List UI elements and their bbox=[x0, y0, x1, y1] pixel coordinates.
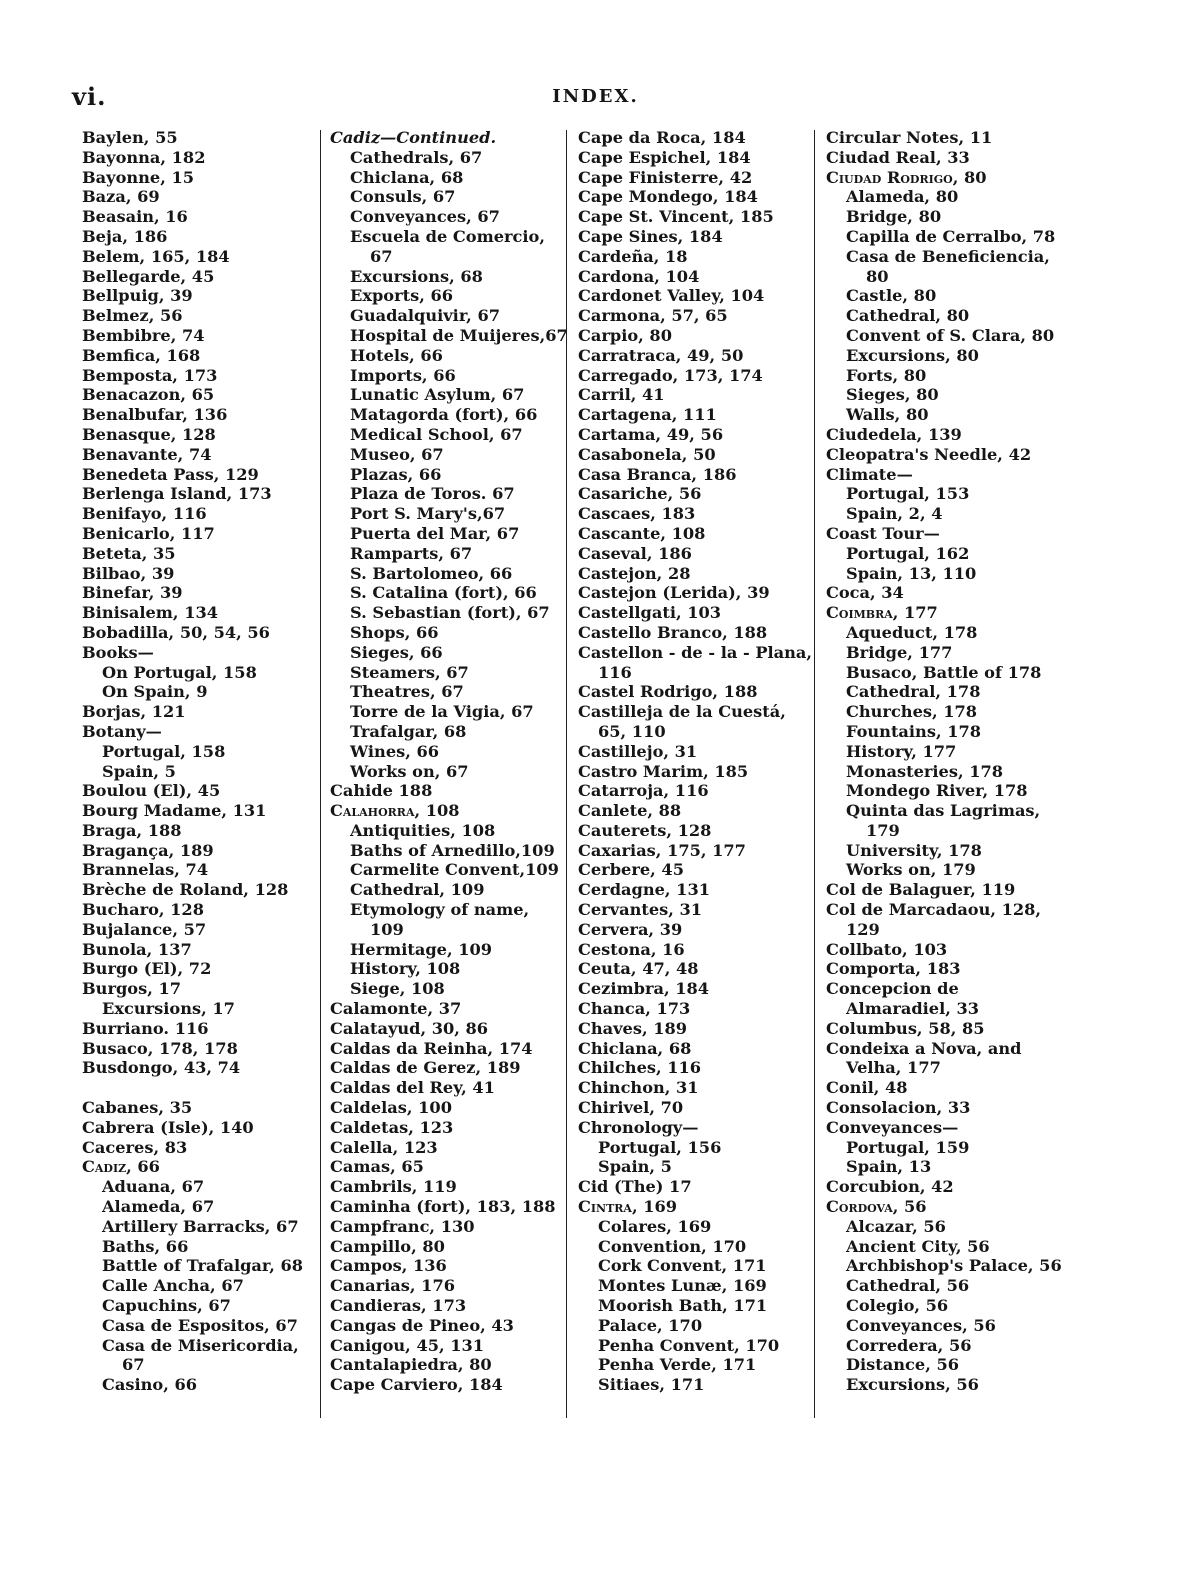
index-entry: Cascaes, 183 bbox=[578, 504, 696, 524]
index-entry: Consolacion, 33 bbox=[826, 1098, 971, 1118]
index-entry: Benedeta Pass, 129 bbox=[82, 464, 259, 484]
index-entry: Castel Rodrigo, 188 bbox=[578, 682, 758, 702]
index-entry: Chaves, 189 bbox=[578, 1018, 688, 1038]
index-entry: Cascante, 108 bbox=[578, 523, 706, 543]
column-rule-1 bbox=[320, 130, 321, 1418]
index-subentry: Baths of Arnedillo,109 bbox=[350, 840, 555, 860]
index-entry: Beasain, 16 bbox=[82, 207, 188, 227]
index-entry: Castejon (Lerida), 39 bbox=[578, 583, 770, 603]
index-entry: Cape da Roca, 184 bbox=[578, 128, 746, 147]
index-entry: Borjas, 121 bbox=[82, 702, 186, 722]
index-entry: Col de Marcadaou, 128, bbox=[826, 900, 1042, 920]
index-subentry: 109 bbox=[370, 919, 404, 939]
index-subentry: Portugal, 158 bbox=[102, 741, 226, 761]
index-subentry: Excursions, 80 bbox=[846, 345, 979, 365]
index-subentry: Puerta del Mar, 67 bbox=[350, 523, 520, 543]
index-entry: Burgos, 17 bbox=[82, 979, 182, 999]
index-entry: Canarias, 176 bbox=[330, 1276, 455, 1296]
index-subentry: Moorish Bath, 171 bbox=[598, 1296, 768, 1316]
index-subentry: Torre de la Vigia, 67 bbox=[350, 702, 534, 722]
index-subentry: Casino, 66 bbox=[102, 1375, 197, 1395]
index-subentry: Casa de Beneficiencia, bbox=[846, 246, 1050, 266]
index-subentry: History, 108 bbox=[350, 959, 461, 979]
index-entry: Benifayo, 116 bbox=[82, 504, 207, 524]
index-entry: Castejon, 28 bbox=[578, 563, 691, 583]
index-entry: Carmona, 57, 65 bbox=[578, 306, 728, 326]
index-entry: Coast Tour— bbox=[826, 523, 940, 543]
index-entry: Beteta, 35 bbox=[82, 543, 176, 563]
index-subentry: Chiclana, 68 bbox=[350, 167, 464, 187]
index-subentry: Spain, 5 bbox=[598, 1157, 672, 1177]
index-subentry: Excursions, 68 bbox=[350, 266, 483, 286]
index-entry: Chinchon, 31 bbox=[578, 1078, 699, 1098]
index-entry: Cape Mondego, 184 bbox=[578, 187, 758, 207]
index-entry: Bayonne, 15 bbox=[82, 167, 195, 187]
index-subentry: Spain, 5 bbox=[102, 761, 176, 781]
index-subentry: Spain, 2, 4 bbox=[846, 504, 943, 524]
index-entry: Carril, 41 bbox=[578, 385, 665, 405]
index-subentry: Wines, 66 bbox=[350, 741, 440, 761]
index-entry: Bembibre, 74 bbox=[82, 325, 205, 345]
index-entry: Campfranc, 130 bbox=[330, 1216, 475, 1236]
index-entry: Caxarias, 175, 177 bbox=[578, 840, 746, 860]
index-entry: Baylen, 55 bbox=[82, 128, 178, 147]
index-subentry: On Spain, 9 bbox=[102, 682, 208, 702]
index-subentry: Portugal, 153 bbox=[846, 484, 970, 504]
index-subentry: Works on, 179 bbox=[846, 860, 976, 880]
index-entry: Ciudedela, 139 bbox=[826, 424, 962, 444]
index-entry: Cantalapiedra, 80 bbox=[330, 1355, 492, 1375]
page-title: INDEX. bbox=[552, 86, 639, 107]
index-entry: Binefar, 39 bbox=[82, 583, 183, 603]
index-entry: Cape Espichel, 184 bbox=[578, 147, 751, 167]
index-subentry: Quinta das Lagrimas, bbox=[846, 801, 1041, 821]
index-subentry: Alcazar, 56 bbox=[846, 1216, 946, 1236]
index-entry: Chronology— bbox=[578, 1117, 699, 1137]
index-entry: Candieras, 173 bbox=[330, 1296, 467, 1316]
index-entry: Bellegarde, 45 bbox=[82, 266, 215, 286]
index-subentry: Cathedral, 178 bbox=[846, 682, 981, 702]
index-entry: Berlenga Island, 173 bbox=[82, 484, 272, 504]
index-entry: Busdongo, 43, 74 bbox=[82, 1058, 241, 1078]
column-rule-2 bbox=[566, 130, 567, 1418]
index-subentry: 65, 110 bbox=[598, 721, 666, 741]
index-subentry: Castle, 80 bbox=[846, 286, 937, 306]
index-subentry: Medical School, 67 bbox=[350, 424, 523, 444]
index-entry: Caldelas, 100 bbox=[330, 1098, 452, 1118]
index-subentry: Capuchins, 67 bbox=[102, 1296, 231, 1316]
index-subentry: Matagorda (fort), 66 bbox=[350, 405, 538, 425]
index-subentry: Port S. Mary's,67 bbox=[350, 504, 506, 524]
index-entry: Baza, 69 bbox=[82, 187, 160, 207]
index-subentry: Cathedral, 80 bbox=[846, 306, 970, 326]
index-entry: Corcubion, 42 bbox=[826, 1177, 954, 1197]
index-subentry: Aduana, 67 bbox=[102, 1177, 205, 1197]
index-subentry: Exports, 66 bbox=[350, 286, 454, 306]
index-subentry: Casa de Espositos, 67 bbox=[102, 1315, 298, 1335]
index-entry: Caminha (fort), 183, 188 bbox=[330, 1197, 556, 1217]
index-subentry: Portugal, 159 bbox=[846, 1137, 970, 1157]
index-entry: Canlete, 88 bbox=[578, 801, 682, 821]
index-subentry: Plaza de Toros. 67 bbox=[350, 484, 515, 504]
index-entry: Caldetas, 123 bbox=[330, 1117, 454, 1137]
index-subentry: Trafalgar, 68 bbox=[350, 721, 467, 741]
index-entry: Castilleja de la Cuestá, bbox=[578, 702, 786, 722]
index-entry: Cartagena, 111 bbox=[578, 405, 717, 425]
index-entry: Chanca, 173 bbox=[578, 999, 691, 1019]
index-subentry: Escuela de Comercio, bbox=[350, 226, 545, 246]
index-entry: Bemfica, 168 bbox=[82, 345, 201, 365]
index-subentry: Imports, 66 bbox=[350, 365, 456, 385]
index-entry: Cerdagne, 131 bbox=[578, 880, 710, 900]
index-subentry: Baths, 66 bbox=[102, 1236, 189, 1256]
index-subentry: Mondego River, 178 bbox=[846, 781, 1028, 801]
index-entry: Columbus, 58, 85 bbox=[826, 1018, 985, 1038]
index-entry: Beja, 186 bbox=[82, 226, 168, 246]
index-entry: Castello Branco, 188 bbox=[578, 622, 768, 642]
index-entry: Bilbao, 39 bbox=[82, 563, 175, 583]
index-subentry: Almaradiel, 33 bbox=[846, 999, 980, 1019]
index-entry: Caceres, 83 bbox=[82, 1137, 188, 1157]
index-subentry: Hotels, 66 bbox=[350, 345, 443, 365]
index-subentry: Colegio, 56 bbox=[846, 1296, 949, 1316]
index-subentry: Steamers, 67 bbox=[350, 662, 469, 682]
index-entry: Caldas de Gerez, 189 bbox=[330, 1058, 521, 1078]
index-subentry: Siege, 108 bbox=[350, 979, 445, 999]
index-subentry: Penha Convent, 170 bbox=[598, 1335, 780, 1355]
index-subentry: 129 bbox=[846, 919, 880, 939]
index-subentry: Casa de Misericordia, bbox=[102, 1335, 299, 1355]
index-subentry: Fountains, 178 bbox=[846, 721, 982, 741]
index-subentry: Sieges, 80 bbox=[846, 385, 939, 405]
index-subentry: Hospital de Muijeres,67 bbox=[350, 325, 568, 345]
index-entry: Cleopatra's Needle, 42 bbox=[826, 444, 1032, 464]
index-subentry: Cathedral, 109 bbox=[350, 880, 485, 900]
index-entry: Concepcion de bbox=[826, 979, 959, 999]
index-entry: Caldas da Reinha, 174 bbox=[330, 1038, 533, 1058]
index-subentry: Sitiaes, 171 bbox=[598, 1375, 705, 1395]
index-subentry: 179 bbox=[866, 820, 900, 840]
index-entry: Castro Marim, 185 bbox=[578, 761, 749, 781]
index-entry: Cabanes, 35 bbox=[82, 1098, 193, 1118]
index-subentry: Churches, 178 bbox=[846, 702, 978, 722]
index-subentry: Ancient City, 56 bbox=[846, 1236, 990, 1256]
index-entry: Chiclana, 68 bbox=[578, 1038, 692, 1058]
index-subentry: Cork Convent, 171 bbox=[598, 1256, 767, 1276]
index-subentry: Bridge, 177 bbox=[846, 642, 953, 662]
index-subentry: Convent of S. Clara, 80 bbox=[846, 325, 1055, 345]
index-entry: Ciudad Real, 33 bbox=[826, 147, 970, 167]
index-entry: Chilches, 116 bbox=[578, 1058, 702, 1078]
index-entry: Cadiz—Continued. bbox=[330, 128, 497, 147]
index-entry: Bemposta, 173 bbox=[82, 365, 218, 385]
index-entry: Boulou (El), 45 bbox=[82, 781, 221, 801]
index-column-1 bbox=[82, 128, 314, 1395]
index-entry: Bragança, 189 bbox=[82, 840, 214, 860]
index-subentry: Etymology of name, bbox=[350, 900, 530, 920]
index-entry: Cardeña, 18 bbox=[578, 246, 688, 266]
index-entry: Cahide 188 bbox=[330, 781, 433, 801]
index-subentry: 80 bbox=[866, 266, 889, 286]
page-number: vi. bbox=[72, 82, 107, 111]
index-subentry: Lunatic Asylum, 67 bbox=[350, 385, 525, 405]
index-entry: Castellgati, 103 bbox=[578, 603, 722, 623]
index-subentry: Plazas, 66 bbox=[350, 464, 442, 484]
index-column-4 bbox=[826, 128, 1066, 1395]
index-entry: Busaco, 178, 178 bbox=[82, 1038, 238, 1058]
index-subentry: Archbishop's Palace, 56 bbox=[846, 1256, 1062, 1276]
index-subentry: Colares, 169 bbox=[598, 1216, 712, 1236]
index-subentry: Spain, 13 bbox=[846, 1157, 932, 1177]
index-subentry: Conveyances, 67 bbox=[350, 207, 500, 227]
index-entry: Chirivel, 70 bbox=[578, 1098, 684, 1118]
index-entry: Burriano. 116 bbox=[82, 1018, 209, 1038]
index-entry: Col de Balaguer, 119 bbox=[826, 880, 1016, 900]
index-entry: Catarroja, 116 bbox=[578, 781, 709, 801]
index-entry: Benalbufar, 136 bbox=[82, 405, 228, 425]
index-entry: Casabonela, 50 bbox=[578, 444, 716, 464]
index-entry: Condeixa a Nova, and bbox=[826, 1038, 1022, 1058]
index-subentry: Montes Lunæ, 169 bbox=[598, 1276, 767, 1296]
index-entry: Ciudad Rodrigo, 80 bbox=[826, 167, 987, 187]
index-subentry: 67 bbox=[122, 1355, 145, 1375]
index-entry: Calella, 123 bbox=[330, 1137, 438, 1157]
index-subentry: Sieges, 66 bbox=[350, 642, 443, 662]
index-entry: Collbato, 103 bbox=[826, 939, 948, 959]
index-entry: Belem, 165, 184 bbox=[82, 246, 230, 266]
index-subentry: Theatres, 67 bbox=[350, 682, 464, 702]
index-subentry: History, 177 bbox=[846, 741, 957, 761]
index-subentry: Forts, 80 bbox=[846, 365, 927, 385]
index-entry: Bobadilla, 50, 54, 56 bbox=[82, 622, 270, 642]
index-entry: Botany— bbox=[82, 721, 162, 741]
index-subentry: Cathedrals, 67 bbox=[350, 147, 483, 167]
index-entry: Circular Notes, 11 bbox=[826, 128, 993, 147]
index-entry: Campillo, 80 bbox=[330, 1236, 445, 1256]
index-entry: Burgo (El), 72 bbox=[82, 959, 212, 979]
index-subentry: Battle of Trafalgar, 68 bbox=[102, 1256, 304, 1276]
index-entry: Cape St. Vincent, 185 bbox=[578, 207, 774, 227]
index-entry: Cintra, 169 bbox=[578, 1197, 678, 1217]
index-subentry: University, 178 bbox=[846, 840, 982, 860]
index-entry: Cordova, 56 bbox=[826, 1197, 927, 1217]
index-entry: Calahorra, 108 bbox=[330, 801, 460, 821]
index-subentry: Hermitage, 109 bbox=[350, 939, 493, 959]
index-entry: Casa Branca, 186 bbox=[578, 464, 737, 484]
index-subentry: Portugal, 162 bbox=[846, 543, 970, 563]
index-entry: Cardona, 104 bbox=[578, 266, 700, 286]
index-entry: Comporta, 183 bbox=[826, 959, 961, 979]
index-subentry: Spain, 13, 110 bbox=[846, 563, 977, 583]
index-entry: Cape Carviero, 184 bbox=[330, 1375, 503, 1395]
index-subentry: Shops, 66 bbox=[350, 622, 439, 642]
index-subentry: Busaco, Battle of 178 bbox=[846, 662, 1042, 682]
index-entry: Carratraca, 49, 50 bbox=[578, 345, 744, 365]
index-subentry: Velha, 177 bbox=[846, 1058, 941, 1078]
index-subentry: 116 bbox=[598, 662, 632, 682]
index-entry: Casariche, 56 bbox=[578, 484, 702, 504]
index-entry: Cervantes, 31 bbox=[578, 900, 703, 920]
index-subentry: Museo, 67 bbox=[350, 444, 444, 464]
index-entry: Castillejo, 31 bbox=[578, 741, 698, 761]
index-subentry: Guadalquivir, 67 bbox=[350, 306, 500, 326]
index-entry: Carpio, 80 bbox=[578, 325, 672, 345]
index-subentry: Corredera, 56 bbox=[846, 1335, 972, 1355]
index-subentry: Walls, 80 bbox=[846, 405, 929, 425]
index-entry: Bunola, 137 bbox=[82, 939, 192, 959]
index-subentry: Ramparts, 67 bbox=[350, 543, 473, 563]
index-column-3 bbox=[578, 128, 818, 1395]
index-entry: Canigou, 45, 131 bbox=[330, 1335, 485, 1355]
index-entry: Carregado, 173, 174 bbox=[578, 365, 763, 385]
index-entry: Camas, 65 bbox=[330, 1157, 424, 1177]
index-entry: Cabrera (Isle), 140 bbox=[82, 1117, 254, 1137]
index-gap bbox=[82, 1078, 314, 1098]
index-entry: Books— bbox=[82, 642, 154, 662]
index-subentry: Aqueduct, 178 bbox=[846, 622, 978, 642]
index-entry: Benavante, 74 bbox=[82, 444, 212, 464]
index-subentry: 67 bbox=[370, 246, 393, 266]
index-entry: Caseval, 186 bbox=[578, 543, 692, 563]
index-entry: Bayonna, 182 bbox=[82, 147, 206, 167]
index-subentry: Consuls, 67 bbox=[350, 187, 456, 207]
index-entry: Conveyances— bbox=[826, 1117, 959, 1137]
index-entry: Cartama, 49, 56 bbox=[578, 424, 724, 444]
index-entry: Conil, 48 bbox=[826, 1078, 908, 1098]
index-subentry: Calle Ancha, 67 bbox=[102, 1276, 244, 1296]
index-entry: Benacazon, 65 bbox=[82, 385, 215, 405]
index-entry: Bourg Madame, 131 bbox=[82, 801, 267, 821]
index-subentry: Artillery Barracks, 67 bbox=[102, 1216, 299, 1236]
index-subentry: Alameda, 80 bbox=[846, 187, 959, 207]
index-entry: Calamonte, 37 bbox=[330, 999, 462, 1019]
index-entry: Castellon - de - la - Plana, bbox=[578, 642, 813, 662]
index-subentry: Bridge, 80 bbox=[846, 207, 942, 227]
index-column-2 bbox=[330, 128, 568, 1395]
index-subentry: Carmelite Convent,109 bbox=[350, 860, 559, 880]
index-entry: Cerbere, 45 bbox=[578, 860, 684, 880]
index-subentry: Penha Verde, 171 bbox=[598, 1355, 757, 1375]
index-entry: Coimbra, 177 bbox=[826, 603, 938, 623]
index-subentry: Excursions, 17 bbox=[102, 999, 235, 1019]
index-entry: Cervera, 39 bbox=[578, 919, 683, 939]
index-entry: Cestona, 16 bbox=[578, 939, 685, 959]
index-subentry: Conveyances, 56 bbox=[846, 1315, 996, 1335]
index-entry: Bellpuig, 39 bbox=[82, 286, 193, 306]
index-subentry: Works on, 67 bbox=[350, 761, 469, 781]
index-entry: Cauterets, 128 bbox=[578, 820, 712, 840]
index-entry: Bujalance, 57 bbox=[82, 919, 207, 939]
index-entry: Belmez, 56 bbox=[82, 306, 183, 326]
index-subentry: Monasteries, 178 bbox=[846, 761, 1004, 781]
index-entry: Benasque, 128 bbox=[82, 424, 216, 444]
index-subentry: S. Catalina (fort), 66 bbox=[350, 583, 537, 603]
index-subentry: S. Sebastian (fort), 67 bbox=[350, 603, 550, 623]
index-entry: Climate— bbox=[826, 464, 913, 484]
index-entry: Cid (The) 17 bbox=[578, 1177, 692, 1197]
index-subentry: Portugal, 156 bbox=[598, 1137, 722, 1157]
index-subentry: On Portugal, 158 bbox=[102, 662, 257, 682]
index-subentry: Cathedral, 56 bbox=[846, 1276, 970, 1296]
index-subentry: S. Bartolomeo, 66 bbox=[350, 563, 513, 583]
index-subentry: Convention, 170 bbox=[598, 1236, 747, 1256]
index-entry: Braga, 188 bbox=[82, 820, 182, 840]
index-subentry: Alameda, 67 bbox=[102, 1197, 215, 1217]
index-entry: Cezimbra, 184 bbox=[578, 979, 710, 999]
index-entry: Cape Sines, 184 bbox=[578, 226, 723, 246]
index-entry: Cape Finisterre, 42 bbox=[578, 167, 753, 187]
index-entry: Ceuta, 47, 48 bbox=[578, 959, 699, 979]
index-entry: Cadiz, 66 bbox=[82, 1157, 160, 1177]
index-subentry: Distance, 56 bbox=[846, 1355, 959, 1375]
index-entry: Campos, 136 bbox=[330, 1256, 447, 1276]
index-subentry: Palace, 170 bbox=[598, 1315, 703, 1335]
index-entry: Bucharo, 128 bbox=[82, 900, 204, 920]
index-entry: Caldas del Rey, 41 bbox=[330, 1078, 495, 1098]
index-subentry: Antiquities, 108 bbox=[350, 820, 496, 840]
index-entry: Calatayud, 30, 86 bbox=[330, 1018, 489, 1038]
index-entry: Coca, 34 bbox=[826, 583, 904, 603]
index-entry: Brannelas, 74 bbox=[82, 860, 209, 880]
index-entry: Cangas de Pineo, 43 bbox=[330, 1315, 514, 1335]
index-subentry: Excursions, 56 bbox=[846, 1375, 979, 1395]
index-subentry: Capilla de Cerralbo, 78 bbox=[846, 226, 1056, 246]
index-entry: Cardonet Valley, 104 bbox=[578, 286, 765, 306]
index-entry: Brèche de Roland, 128 bbox=[82, 880, 289, 900]
index-entry: Cambrils, 119 bbox=[330, 1177, 457, 1197]
index-entry: Benicarlo, 117 bbox=[82, 523, 215, 543]
index-entry: Binisalem, 134 bbox=[82, 603, 218, 623]
